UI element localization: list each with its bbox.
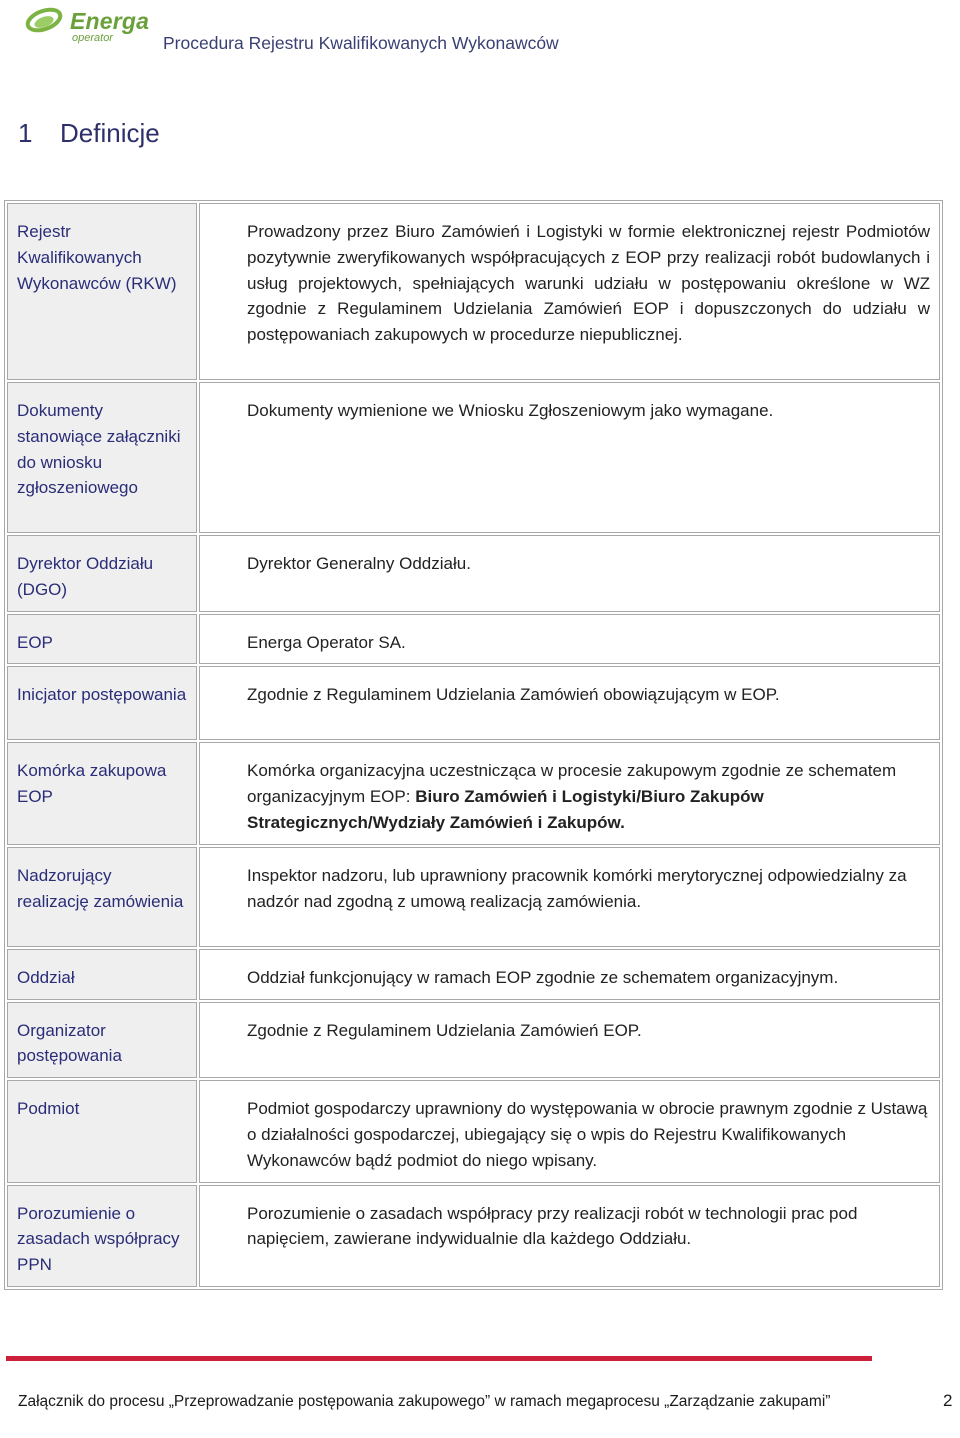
section-number: 1 <box>18 118 33 148</box>
logo-subtitle: operator <box>72 32 113 44</box>
table-row <box>7 614 940 665</box>
energa-logo <box>24 6 164 46</box>
definition-term: Porozumienie o zasadach współpracy PPN <box>7 1185 197 1287</box>
document-title: Procedura Rejestru Kwalifikowanych Wykonawców <box>163 33 559 53</box>
table-row <box>7 203 940 380</box>
definition-term: Inicjator postępowania <box>7 666 197 740</box>
table-row <box>7 1185 940 1287</box>
footer-divider <box>6 1356 872 1361</box>
definition-term: Nadzorujący realizację zamówienia <box>7 847 197 947</box>
definition-description: Dokumenty wymienione we Wniosku Zgłoszeniowym jako wymagane. <box>199 382 940 533</box>
footer-text: Załącznik do procesu „Przeprowadzanie postępowania zakupowego” w ramach megaprocesu „Zarządzanie zakupami” <box>18 1393 831 1410</box>
table-row <box>7 666 940 740</box>
definition-term: EOP <box>7 614 197 665</box>
table-row <box>7 742 940 844</box>
definition-description: Oddział funkcjonujący w ramach EOP zgodnie ze schematem organizacyjnym. <box>199 949 940 1000</box>
definition-term: Dyrektor Oddziału (DGO) <box>7 535 197 612</box>
page-number: 2 <box>943 1391 953 1410</box>
definition-description: Zgodnie z Regulaminem Udzielania Zamówień EOP. <box>199 1002 940 1079</box>
definition-description: Dyrektor Generalny Oddziału. <box>199 535 940 612</box>
definition-description: Podmiot gospodarczy uprawniony do występowania w obrocie prawnym zgodnie z Ustawą o działalności gospodarczej, ubiegający się o wpis do Rejestru Kwalifikowanych Wykonawców bądź podmiot do niego wpisany. <box>199 1080 940 1182</box>
definition-description: Prowadzony przez Biuro Zamówień i Logistyki w formie elektronicznej rejestr Podmiotów pozytywnie zweryfikowanych współpracujących z EOP przy realizacji robót budowlanych i usług projektowych, spełniających warunki udziału w postępowaniu określone w WZ zgodnie z Regulaminem Udzielania Zamówień EOP i dopuszczonych do udziału w postępowaniach zakupowych w procedurze niepublicznej. <box>199 203 940 380</box>
definition-term: Dokumenty stanowiące załączniki do wniosku zgłoszeniowego <box>7 382 197 533</box>
leaf-icon <box>24 6 64 40</box>
definition-description: Porozumienie o zasadach współpracy przy realizacji robót w technologii prac pod napięciem, zawierane indywidualnie dla każdego Oddziału. <box>199 1185 940 1287</box>
definition-term: Organizator postępowania <box>7 1002 197 1079</box>
section-heading <box>18 118 160 149</box>
definition-description: Energa Operator SA. <box>199 614 940 665</box>
definitions-table <box>4 200 943 1290</box>
definition-term: Komórka zakupowa EOP <box>7 742 197 844</box>
logo-name: Energa <box>70 8 150 34</box>
table-row <box>7 949 940 1000</box>
table-row <box>7 1080 940 1182</box>
definition-term: Rejestr Kwalifikowanych Wykonawców (RKW) <box>7 203 197 380</box>
table-row <box>7 1002 940 1079</box>
description-text: Komórka organizacyjna uczestnicząca w procesie zakupowym zgodnie ze schematem organizacyjnym EOP: <box>247 761 897 807</box>
definition-term: Oddział <box>7 949 197 1000</box>
page-header <box>0 0 960 80</box>
table-row <box>7 535 940 612</box>
definition-description <box>199 742 940 844</box>
table-row <box>7 382 940 533</box>
description-bold-text: Biuro Zamówień i Logistyki/Biuro Zakupów Strategicznych/Wydziały Zamówień i Zakupów. <box>247 787 764 832</box>
definition-description: Inspektor nadzoru, lub uprawniony pracownik komórki merytorycznej odpowiedzialny za nadzór nad zgodną z umową realizacją zamówienia. <box>199 847 940 947</box>
table-row <box>7 847 940 947</box>
definition-description: Zgodnie z Regulaminem Udzielania Zamówień obowiązującym w EOP. <box>199 666 940 740</box>
section-title: Definicje <box>60 118 160 148</box>
definition-term: Podmiot <box>7 1080 197 1182</box>
